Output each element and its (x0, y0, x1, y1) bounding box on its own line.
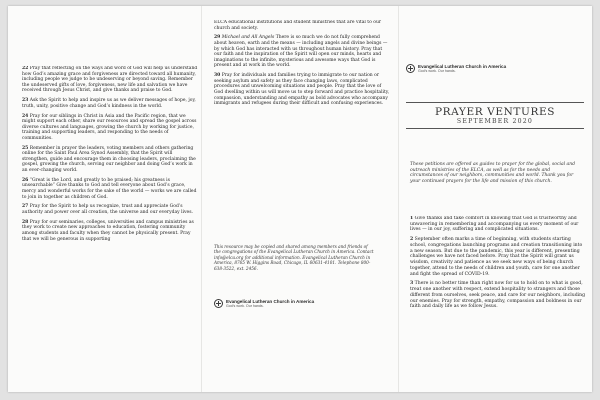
left-panel (22, 66, 198, 392)
prayer-entry-29: 29 Michael and All Angels There is so much we do not fully comprehend about heaven, earth and the means — including angels and divine beings — by which God has interacted with us throughout human history. Pray that our faith and the inspiration of the Spirit will open our minds, hearts and imaginations to the infinite, mysterious and awesome ways that God is present and at work in the world. (214, 35, 388, 69)
logo-org-name: Evangelical Lutheran Church in America (226, 299, 315, 304)
cross-icon (214, 299, 223, 308)
prayer-entry-25: 25 Remember in prayer the leaders, voting members and others gathering online for the Saint Paul Area Synod Assembly, that the Spirit will strengthen, guide and encourage them in choosing leaders, proclaiming the gospel, growing the church, serving our neighbor and doing God’s work in an ever-changing world. (22, 145, 196, 174)
prayer-entry-26: 26 “Great is the Lord, and greatly to be praised; his greatness is unsearchable” Give thanks to God and tell everyone about God’s grace, mercy and wonderful works for the sake of the world — works we are called to join in together as children of God. (22, 177, 197, 200)
page-title: PRAYER VENTURES (434, 106, 556, 118)
prayer-entry-2: 2 September often marks a time of beginning, with students starting school, congregations launching programs and creation transitioning into a new season. But due to the pandemic, this year is different, presenting challenges we have not faced before. Pray that the Spirit will grant us wisdom, creativity and patience as we seek new ways of being church together, attend to the needs of children and youth, care for one another and fight the spread of COVID-19. (410, 237, 583, 277)
fold-line-2 (398, 6, 399, 392)
middle-panel (214, 20, 390, 392)
prayer-entry-30: 30 Pray for individuals and families trying to immigrate to our nation or seeking asylum and safety as they face changing laws, complicated procedures and unwelcoming situations and people. Pray that the love of God dwelling within us will move us to step forward and practice hospitality, compassion, understanding and empathy as bold advocates who accompany immigrants and refugees during their difficult and confusing experiences. (214, 73, 390, 107)
prayer-entry-23: 23 Ask the Spirit to help and inspire us as we deliver messages of hope, joy, truth, unity, positive change and God’s kindness in the world. (22, 98, 196, 109)
prayer-entry-28: 28 Pray for our seminaries, colleges, universities and campus ministries as they work to create new approaches to education, fostering community among students and faculty when they cannot be physically present. Pray that we will be generous in supporting (22, 219, 194, 242)
logo-org-name: Evangelical Lutheran Church in America (418, 64, 507, 69)
prayer-entry-3: 3 There is no better time than right now for us to hold on to what is good, treat one another with respect, extend hospitality to strangers and those different from ourselves, seek peace, and care for our neighbors, including our enemies. Pray for strength, empathy, compassion and boldness in our faith and daily life as we follow Jesus. (410, 281, 586, 310)
fold-line-1 (201, 6, 202, 392)
elca-logo-footer (214, 299, 314, 309)
prayer-entry-24: 24 Pray for our siblings in Christ in Asia and the Pacific region, that we might support each other, share our resources and spread the gospel across diverse cultures and languages, growing the church by working for justice, training and supporting leaders, and responding to the needs of communities. (22, 113, 197, 141)
resource-note: This resource may be copied and shared among members and friends of the congregations of the Evangelical Lutheran Church in America. Contact info@elca.org for additional information. Evangelical Lutheran Church in America, 8765 W. Higgins Road, Chicago, IL 60631-4101. Telephone 800-638-3522, ext. 2456. (214, 244, 374, 271)
page-subtitle: SEPTEMBER 2020 (456, 118, 534, 125)
prayer-entry-22: 22 Pray that reflecting on the ways and word of God will help us understand how God’s amazing grace and forgiveness are directed toward all humanity, including people we judge to be undeserving or beyond saving. Remember the undeserved gifts of love, forgiveness, new life and salvation we have received through Jesus Christ, and give thanks and praise to God. (22, 66, 198, 94)
right-panel (410, 216, 586, 392)
prayer-brochure (8, 6, 592, 392)
prayer-entry-1: 1 Give thanks and take comfort in knowing that God is trustworthy and unwavering in remembering and accompanying us every moment of our lives — in our joy, suffering and complicated situations. (410, 216, 579, 233)
elca-logo-header (406, 64, 506, 74)
intro-text: These petitions are offered as guides to prayer for the global, social and outreach ministries of the ELCA, as well as for the needs and circumstances of our neighbors, communities and world. Thank you for your continued prayers for the life and mission of this church. (410, 162, 575, 184)
prayer-entry-27: 27 Pray for the Spirit to help us recognize, trust and appreciate God’s authority and power over all creation, the universe and our everyday lives. (22, 204, 193, 215)
prayer-entry-28-continued: ELCA educational institutions and student ministries that are vital to our church and society. (214, 20, 381, 31)
logo-tagline: God’s work. Our hands. (418, 69, 456, 74)
cross-icon (406, 64, 415, 73)
title-block (406, 102, 584, 129)
logo-tagline: God’s work. Our hands. (226, 304, 264, 309)
